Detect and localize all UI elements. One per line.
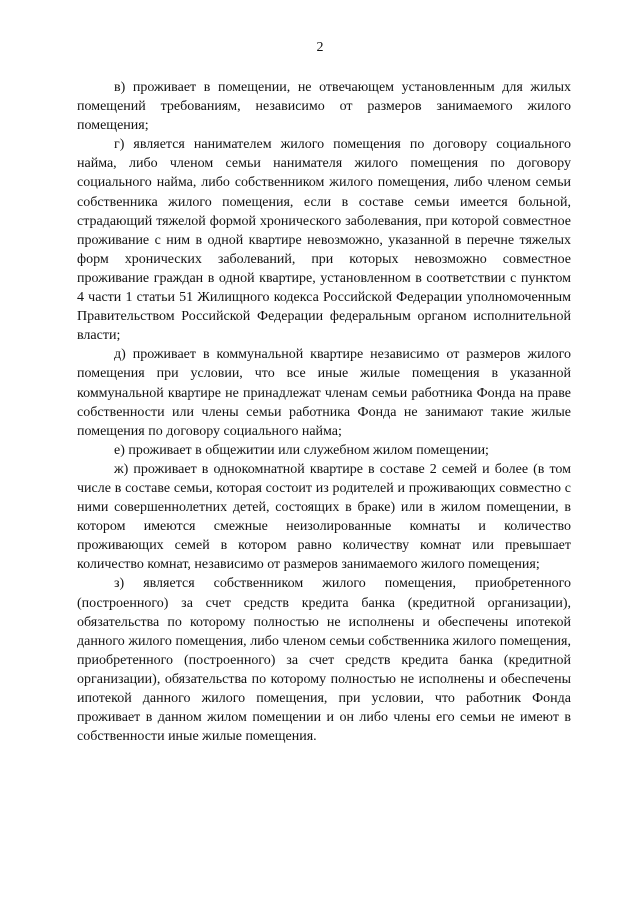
paragraph-zh: ж) проживает в однокомнатной квартире в составе 2 семей и более (в том числе в составе семьи, которая состоит из родителей и проживающих совместно с ними совершеннолетних детей, состоящих в браке) или в жилом помещении, в котором имеются смежные неизолированные комнаты и количество проживающих семей в котором равно количеству комнат или превышает количество комнат, независимо от размеров занимаемого жилого помещения;: [77, 461, 571, 573]
document-body: [77, 78, 571, 746]
paragraph-d: д) проживает в коммунальной квартире независимо от размеров жилого помещения при условии, что все иные жилые помещения в указанной коммунальной квартире не принадлежат членам семьи работника Фонда на праве собственности или члены семьи работника Фонда не занимают такие жилые помещения по договору социального найма;: [77, 347, 571, 439]
paragraph-v: в) проживает в помещении, не отвечающем установленным для жилых помещений требованиям, независимо от размеров занимаемого жилого помещения;: [77, 80, 571, 134]
paragraph-z: з) является собственником жилого помещения, приобретенного (построенного) за счет средств кредита банка (кредитной организации), обязательства по которому полностью не исполнены и обеспечены ипотекой данного жилого помещения, либо членом семьи собственника жилого помещения, приобретенного (построенного) за счет средств кредита банка (кредитной организации), обязательства по которому полностью не исполнены и обеспечены ипотекой данного жилого помещения, при условии, что работник Фонда проживает в данном жилом помещении и он либо члены его семьи не имеют в собственности иные жилые помещения.: [77, 576, 571, 745]
paragraph-g: г) является нанимателем жилого помещения по договору социального найма, либо членом семьи нанимателя жилого помещения по договору социального найма, либо собственником жилого помещения, либо членом семьи собственника жилого помещения, если в составе семьи имеется больной, страдающий тяжелой формой хронического заболевания, при которой совместное проживание с ним в одной квартире невозможно, указанной в перечне тяжелых форм хронических заболеваний, при которых невозможно совместное проживание граждан в одной квартире, установленном в соответствии с пунктом 4 части 1 статьи 51 Жилищного кодекса Российской Федерации уполномоченным Правительством Российской Федерации федеральным органом исполнительной власти;: [77, 137, 571, 344]
page-number: 2: [316, 40, 324, 55]
paragraph-e: е) проживает в общежитии или служебном жилом помещении;: [114, 442, 489, 458]
